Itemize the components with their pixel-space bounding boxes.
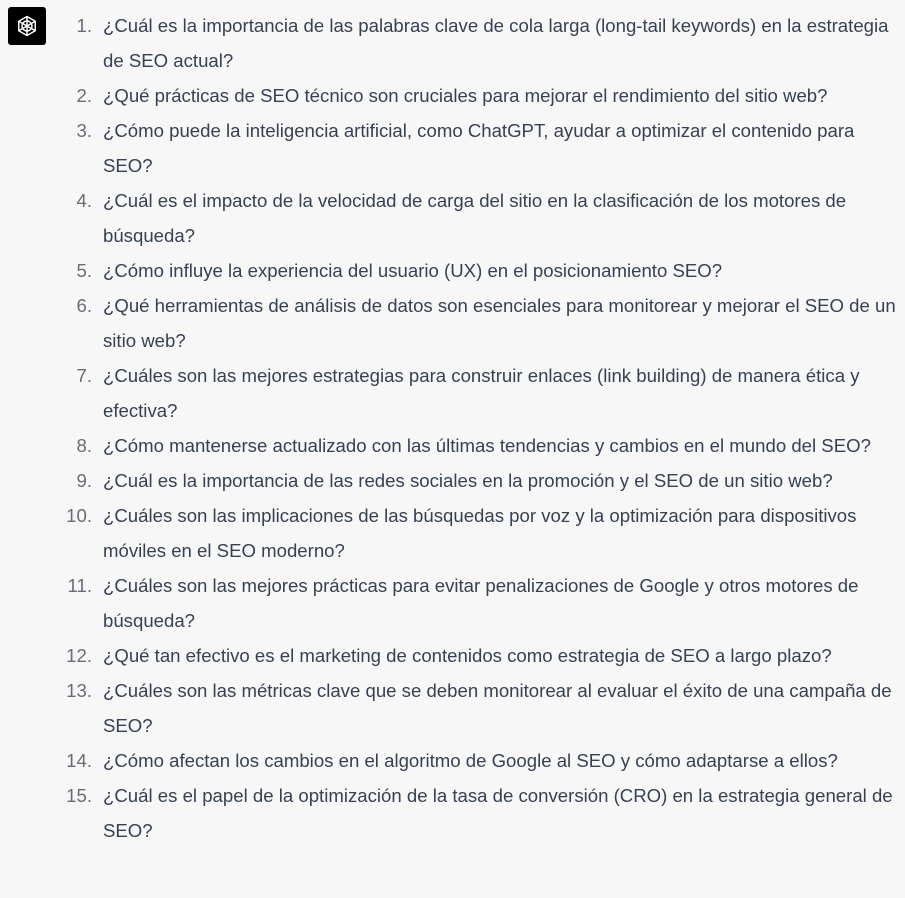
list-text: ¿Cuál es el papel de la optimización de la tasa de conversión (CRO) en la estrategia general de SEO? [103,785,893,841]
list-item [0,568,905,638]
list-item [0,428,905,463]
list-number: 2. [76,85,92,106]
list-item [0,8,905,78]
list-item [0,638,905,673]
list-number: 4. [76,190,92,211]
list-text: ¿Cómo puede la inteligencia artificial, como ChatGPT, ayudar a optimizar el contenido para SEO? [103,120,855,176]
list-text: ¿Cuáles son las mejores prácticas para evitar penalizaciones de Google y otros motores de búsqueda? [103,575,859,631]
list-item [0,498,905,568]
list-number: 3. [76,120,92,141]
list-text: ¿Cuál es la importancia de las redes sociales en la promoción y el SEO de un sitio web? [103,470,833,491]
list-number: 12. [66,645,92,666]
list-number: 5. [76,260,92,281]
list-item [0,778,905,848]
list-item [0,288,905,358]
list-number: 11. [67,575,92,596]
list-number: 6. [76,295,92,316]
list-text: ¿Cuáles son las métricas clave que se deben monitorear al evaluar el éxito de una campaña de SEO? [103,680,892,736]
list-item [0,253,905,288]
list-number: 15. [66,785,92,806]
list-text: ¿Cuáles son las implicaciones de las búsquedas por voz y la optimización para dispositivos móviles en el SEO moderno? [103,505,857,561]
question-list [0,8,905,848]
list-item [0,78,905,113]
list-text: ¿Qué tan efectivo es el marketing de contenidos como estrategia de SEO a largo plazo? [103,645,832,666]
list-number: 8. [76,435,92,456]
list-item [0,358,905,428]
list-item [0,673,905,743]
list-text: ¿Qué herramientas de análisis de datos son esenciales para monitorear y mejorar el SEO de un sitio web? [103,295,896,351]
list-number: 10. [66,505,92,526]
list-item [0,743,905,778]
list-text: ¿Cuál es el impacto de la velocidad de carga del sitio en la clasificación de los motores de búsqueda? [103,190,847,246]
list-item [0,183,905,253]
list-text: ¿Cómo afectan los cambios en el algoritmo de Google al SEO y cómo adaptarse a ellos? [103,750,838,771]
list-text: ¿Cómo mantenerse actualizado con las últimas tendencias y cambios en el mundo del SEO? [103,435,871,456]
list-text: ¿Qué prácticas de SEO técnico son cruciales para mejorar el rendimiento del sitio web? [103,85,828,106]
list-item [0,113,905,183]
list-number: 7. [76,365,92,386]
list-number: 14. [66,750,92,771]
list-text: ¿Cuál es la importancia de las palabras clave de cola larga (long-tail keywords) en la estrategia de SEO actual? [103,15,889,71]
list-number: 1. [76,15,92,36]
list-text: ¿Cómo influye la experiencia del usuario (UX) en el posicionamiento SEO? [103,260,723,281]
list-number: 13. [66,680,92,701]
list-text: ¿Cuáles son las mejores estrategias para construir enlaces (link building) de manera ética y efectiva? [103,365,860,421]
list-number: 9. [76,470,92,491]
list-item [0,463,905,498]
